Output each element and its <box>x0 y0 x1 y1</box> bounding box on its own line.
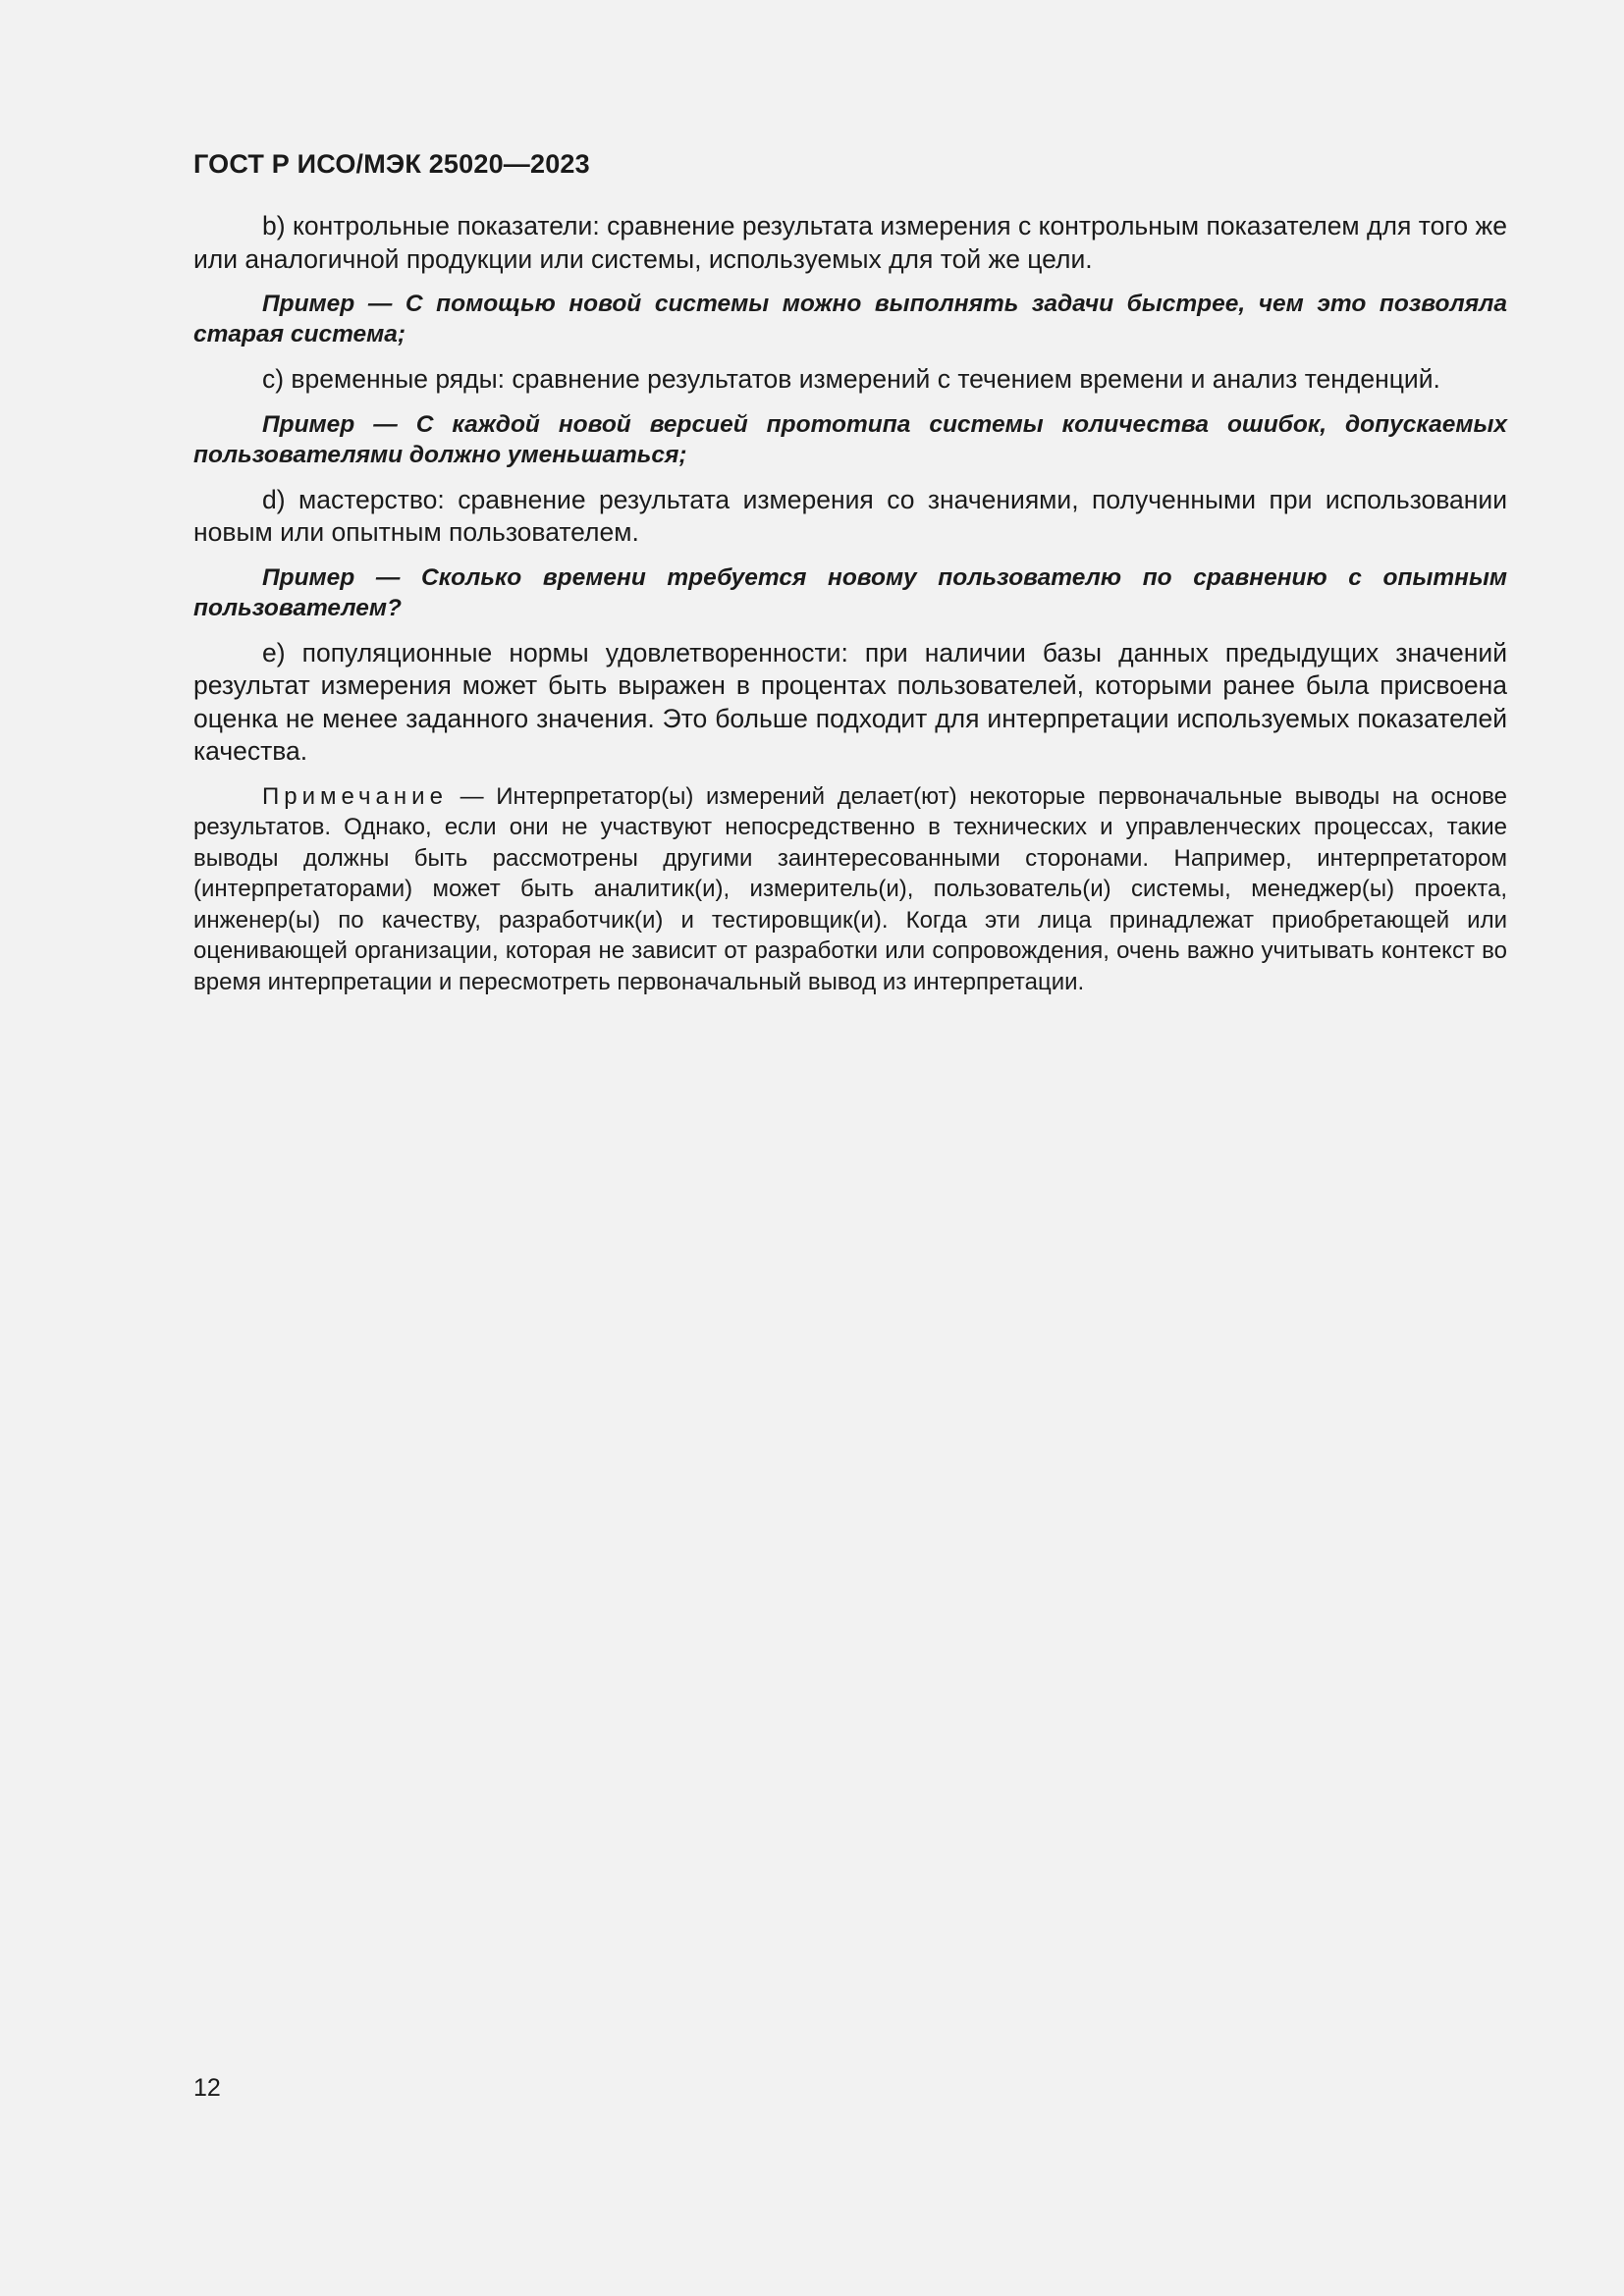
note-paragraph <box>193 781 1507 998</box>
example-c: Пример — С каждой новой версией прототипа системы количества ошибок, допускаемых пользователями должно уменьшаться; <box>193 410 1507 468</box>
document-standard-title: ГОСТ Р ИСО/МЭК 25020—2023 <box>193 149 590 179</box>
page-number: 12 <box>193 2074 221 2102</box>
example-d: Пример — Сколько времени требуется новому пользователю по сравнению с опытным пользователем? <box>193 563 1507 621</box>
list-item-d: d) мастерство: сравнение результата измерения со значениями, полученными при использовании новым или опытным пользователем. <box>193 484 1507 547</box>
example-b: Пример — С помощью новой системы можно выполнять задачи быстрее, чем это позволяла старая система; <box>193 291 1507 347</box>
list-item-b: b) контрольные показатели: сравнение результата измерения с контрольным показателем для того же или аналогичной продукции или системы, используемых для той же цели. <box>193 211 1507 274</box>
note-text: — Интерпретатор(ы) измерений делает(ют) некоторые первоначальные выводы на основе результатов. Однако, если они не участвуют непосредственно в технических и управленческих процессах, такие выводы должны быть рассмотрены другими заинтересованными сторонами. Например, интерпретатором (интерпретаторами) может быть аналитик(и), измеритель(и), пользователь(и) системы, менеджер(ы) проекта, инженер(ы) по качеству, разработчик(и) и тестировщик(и). Когда эти лица принадлежат приобретающей или оценивающей организации, которая не зависит от разработки или сопровождения, очень важно учитывать контекст во время интерпретации и пересмотреть первоначальный вывод из интерпретации. <box>193 782 1507 995</box>
list-item-e: e) популяционные нормы удовлетворенности: при наличии базы данных предыдущих значений результат измерения может быть выражен в процентах пользователей, которыми ранее была присвоена оценка не менее заданного значения. Это больше подходит для интерпретации используемых показателей качества. <box>193 637 1507 766</box>
list-item-c: c) временные ряды: сравнение результатов измерений с течением времени и анализ тенденций. <box>262 364 1440 394</box>
document-page <box>193 147 1507 997</box>
note-label: Примечание <box>262 782 448 810</box>
